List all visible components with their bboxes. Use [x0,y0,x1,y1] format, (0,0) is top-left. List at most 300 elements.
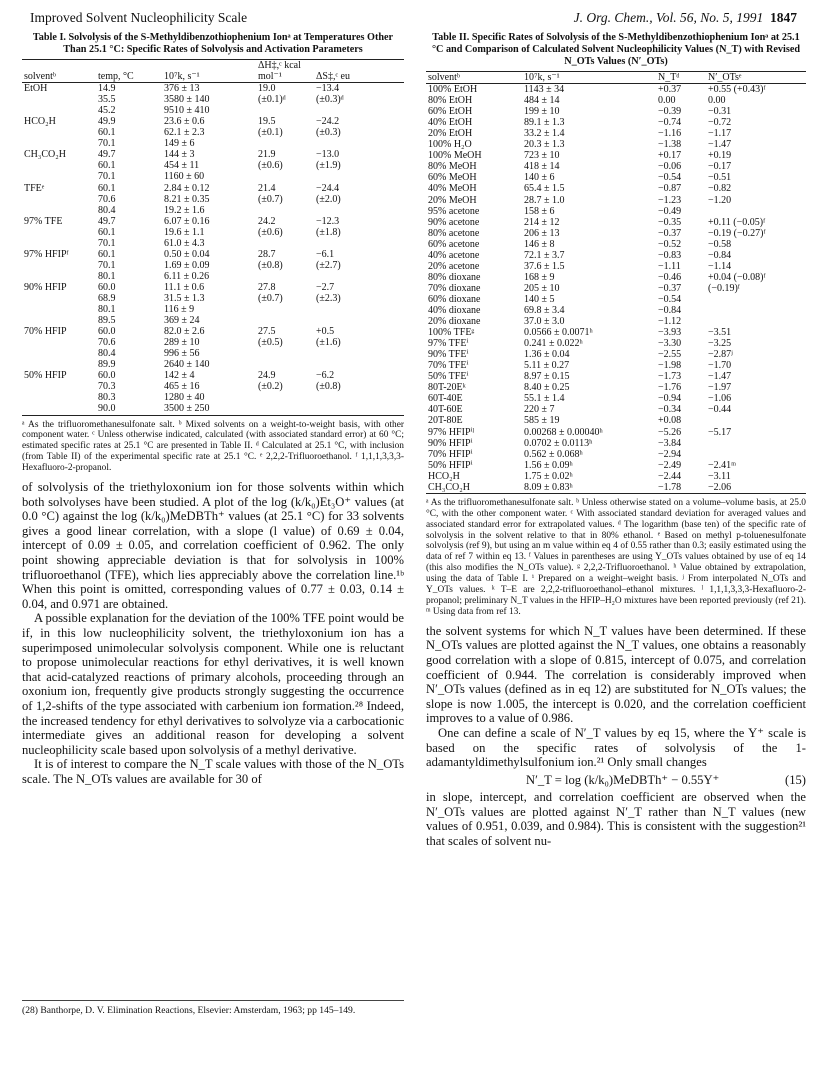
table2-cell-nt: −2.49 [658,459,682,471]
table2-cell-solvent: 90% acetone [428,216,480,228]
right-body-text [426,624,806,849]
table1-cell-ds: −24.4 [316,182,340,194]
table2-cell-nots: −1.06 [708,393,732,405]
table2-cell-nots: −1.47 [708,139,732,151]
table1-cell-ds [314,392,404,403]
table2-cell-k: 69.8 ± 3.4 [524,304,565,316]
table2-cell-solvent: 60% dioxane [428,293,481,305]
table2-cell-nt: −2.55 [658,349,682,361]
table2-cell-nt: −0.46 [658,271,682,283]
table1-cell-dh [256,271,314,282]
table1-cell-ds: −13.0 [316,149,340,161]
reference-footnote: (28) Banthorpe, D. V. Elimination Reactions, Elsevier: Amsterdam, 1963; pp 145–149. [22,1000,404,1016]
table1-cell-dh: (±0.2) [258,381,283,393]
table1-row [22,149,404,160]
table1-cell-ds: −13.4 [316,83,340,95]
table1-footnote: ᵃ As the trifluoromethanesulfonate salt. ᵇ Mixed solvents on a weight-to-weight basis, with other component water. ᶜ Unless otherwise indicated, calculated (with associated standard error) at 60 °C; estimated specific rates at 25.1 °C are presented in Table II. ᵈ Calculated at 25.1 °C, with inclusion (from Table II) of the experimental specific rate at 25.1 °C. ᵉ 2,2,2-Trifluoroethanol. ᶠ 1,1,1,3,3,3-Hexafluoro-2-propanol. [22,419,404,474]
table2-cell-nt: −0.35 [658,216,682,228]
table2-row [426,415,806,426]
table2-cell-solvent: 80% dioxane [428,271,481,283]
page-number: 1847 [770,10,797,25]
table2-cell-nt: −1.38 [658,139,682,151]
table1-cell-dh [256,348,314,359]
table2-cell-k: 220 ± 7 [524,404,555,416]
table1-cell-solvent [22,293,96,304]
table2-row [426,250,806,261]
table2-cell-solvent: 70% dioxane [428,282,481,294]
table2-cell-solvent: 40T-60E [428,404,463,416]
table1-cell-k: 369 ± 24 [164,315,200,327]
table1-cell-dh: (±0.1) [258,127,283,139]
table2-cell-k: 8.97 ± 0.15 [524,371,570,383]
table2-cell-solvent: 80% acetone [428,227,480,239]
table2-row [426,327,806,338]
table2-row [426,228,806,239]
table1-cell-ds [314,138,404,149]
table2-cell-nt: −2.44 [658,470,682,482]
table2-row [426,139,806,150]
table2-cell-solvent: 90% HFIPⁱ [428,437,473,449]
table2-cell-nots: −3.11 [708,470,731,482]
table2-cell-nt: −2.94 [658,448,682,460]
table1-row [22,171,404,182]
table2-row [426,427,806,438]
table2-cell-nt: −3.93 [658,327,682,339]
table2-cell-solvent: 100% TFEᵍ [428,327,475,339]
table1-cell-temp: 60.1 [98,248,116,260]
table1-cell-dh: (±0.5) [258,337,283,349]
table2-cell-k: 199 ± 10 [524,106,560,118]
table2-body [426,84,806,494]
table2-row [426,172,806,183]
table2-cell-nots: (−0.19)ᶠ [708,282,740,294]
table1-cell-solvent: 97% TFE [24,215,63,227]
table2-cell-nt: −1.23 [658,194,682,206]
table2-cell-nots: −5.17 [708,426,732,438]
table2-row [426,305,806,316]
table1-header-ds: ΔS‡,ᶜ eu [316,71,350,83]
table2-cell-solvent: 80% EtOH [428,95,473,107]
table2-cell-nt: +0.37 [658,84,682,96]
table2-cell-k: 37.6 ± 1.5 [524,260,565,272]
table2-cell-solvent: 50% HFIPⁱ [428,459,473,471]
table1-cell-temp: 89.9 [98,359,116,371]
table1-cell-dh: (±0.1)ᵈ [258,94,286,106]
table2-cell-solvent: 97% TFEⁱ [428,338,469,350]
table1-cell-solvent [22,392,96,403]
table2-cell-nt: −0.49 [658,205,682,217]
table1-cell-temp: 90.0 [98,403,116,415]
table2-row [426,482,806,494]
table2-cell-nots [706,294,806,305]
table2-cell-k: 65.4 ± 1.5 [524,183,565,195]
table1-cell-temp: 45.2 [98,105,116,117]
table1-cell-ds: (±0.8) [316,381,341,393]
table2-cell-k: 0.0702 ± 0.0113ʰ [524,437,593,449]
table2-cell-solvent: 80T-20Eᵏ [428,382,466,394]
table2-cell-nots: −1.70 [708,360,732,372]
table1-cell-dh [256,171,314,182]
table1-cell-dh [256,138,314,149]
table1-cell-temp: 70.1 [98,138,116,150]
table2-cell-solvent: 97% HFIPⁱˡ [428,426,475,438]
table2-cell-k: 37.0 ± 3.0 [524,316,565,328]
table2-row [426,338,806,349]
table1-cell-solvent [22,238,96,249]
equation-text: N′_T = log (k/k₀)MeDBTh⁺ − 0.55Y⁺ [526,772,720,787]
table2-cell-nt: −0.52 [658,238,682,250]
table1-cell-dh: (±0.7) [258,292,283,304]
table1-cell-temp: 49.7 [98,215,116,227]
table2-cell-nots: +0.19 [708,150,732,162]
table1-cell-solvent: 70% HFIP [24,326,67,338]
table2-cell-solvent: 60% EtOH [428,106,473,118]
table2-cell-nt: −0.87 [658,183,682,195]
table1-cell-k: 82.0 ± 2.6 [164,326,205,338]
table2-cell-nt: −1.73 [658,371,682,383]
table2-cell-k: 206 ± 13 [524,227,560,239]
table1-cell-k: 116 ± 9 [164,304,195,316]
table1-cell-solvent: 50% HFIP [24,370,67,382]
table2-row [426,106,806,117]
table2-cell-nots: −0.31 [708,106,732,118]
table2-row [426,183,806,194]
table1-cell-solvent [22,171,96,182]
table2-cell-nots [706,438,806,449]
table2-cell-solvent: 20% dioxane [428,316,481,328]
table2-cell-k: 89.1 ± 1.3 [524,117,565,129]
table1-cell-k: 8.21 ± 0.35 [164,193,210,205]
left-paragraph-2: A possible explanation for the deviation of the 100% TFE point would be if, in this low nucleophilicity solvent, the triethyloxonium ion has a superimposed unimolecular solvolysis component. While one is reluctant to propose unimolecular reactions for ethyl derivatives, it is well known that acid-catalyzed reactions of primary alcohols, proceeding through an oxonium ion, frequently give products strongly suggesting the occurrence of 1,2-shifts of the type associated with carbenium ion formation.²⁸ Indeed, the increased tendency for ethyl derivatives to solvolyze via a carbocationic intermediate gives an additional reason for developing a solvent nucleophilicity scale based upon solvolysis of a methyl derivative. [22,611,404,757]
table2-cell-solvent: 60T-40E [428,393,463,405]
table1-row [22,337,404,348]
table1-cell-k: 289 ± 10 [164,337,200,349]
table2-cell-nots: −1.14 [708,260,732,272]
table2-cell-nots: −1.17 [708,128,732,140]
table1-row [22,304,404,315]
table2-cell-k: 8.09 ± 0.83ʰ [524,481,573,493]
table1-cell-solvent [22,348,96,359]
table1-cell-solvent [22,127,96,138]
table2-row [426,150,806,161]
table1-cell-dh: 24.9 [258,370,276,382]
table1-row [22,282,404,293]
journal-ref: J. Org. Chem., Vol. 56, No. 5, 1991 [573,10,764,25]
table1-row [22,381,404,392]
table1-cell-ds: −2.7 [316,281,335,293]
table2-cell-nots: 0.00 [708,95,726,107]
table2-cell-nots: −3.51 [708,327,732,339]
table2-cell-k: 723 ± 10 [524,150,560,162]
table1-cell-solvent [22,260,96,271]
table1-row [22,271,404,282]
table2-cell-k: 158 ± 6 [524,205,555,217]
journal-citation [574,10,797,26]
table2-row [426,217,806,228]
table1-cell-dh [256,403,314,415]
table1-cell-temp: 35.5 [98,94,116,106]
table2-cell-k: 0.241 ± 0.022ʰ [524,338,583,350]
table1-cell-solvent: TFEᵉ [24,182,45,194]
table1-cell-dh [256,392,314,403]
table1-cell-temp: 70.1 [98,171,116,183]
table1-cell-ds: (±1.6) [316,337,341,349]
table1-header-dh: ΔH‡,ᶜ kcal mol⁻¹ [258,60,301,83]
table2-header-k: 10⁷k, s⁻¹ [524,72,560,83]
table1-cell-ds: (±2.3) [316,292,341,304]
table1-cell-solvent: HCO₂H [24,116,56,128]
table2-cell-solvent: 70% HFIPⁱ [428,448,473,460]
table1-cell-dh [256,205,314,216]
table2-caption: Table II. Specific Rates of Solvolysis of the S-Methyldibenzothiophenium Ionᵃ at 25.1 °C and Comparison of Calculated Solvent Nucleophilicity Values (N_T) with Revised N_OTs Values (N′_OTs) [431,32,801,67]
table1-cell-dh: 21.4 [258,182,276,194]
table1-row [22,403,404,415]
table2-header-solvent: solventᵇ [428,72,460,83]
equation-15 [426,773,806,788]
table2-cell-solvent: 60% MeOH [428,172,477,184]
table2-header-nt: N_Tᵈ [658,72,680,83]
table2-cell-k: 0.00268 ± 0.00040ʰ [524,426,603,438]
table2-cell-k: 55.1 ± 1.4 [524,393,565,405]
table1-cell-ds [314,271,404,282]
table1-cell-ds: +0.5 [316,326,335,338]
table1-row [22,105,404,116]
table1-cell-k: 1160 ± 60 [164,171,205,183]
table1-cell-dh: 19.0 [258,83,276,95]
table2-cell-k: 1.36 ± 0.04 [524,349,570,361]
right-column [426,32,806,849]
table2-header-nots: N′_OTsᵉ [708,72,742,83]
table1-cell-temp: 60.1 [98,160,116,172]
table2-cell-k: 214 ± 12 [524,216,560,228]
table1-cell-ds: (±1.8) [316,226,341,238]
table1-cell-ds: (±2.7) [316,259,341,271]
table1-cell-solvent [22,403,96,415]
table1-cell-temp: 80.1 [98,304,116,316]
table2-cell-k: 1.75 ± 0.02ʰ [524,470,573,482]
table1-cell-k: 61.0 ± 4.3 [164,237,205,249]
table1-cell-k: 9510 ± 410 [164,105,210,117]
table1-row [22,94,404,105]
right-paragraph-2: One can define a scale of N′_T values by eq 15, where the Y⁺ scale is based on the specific rates of solvolysis of the 1-adamantyldimethylsulfonium ion.²¹ Only small changes [426,725,806,770]
table1-cell-ds: −12.3 [316,215,340,227]
table2-cell-k: 140 ± 5 [524,293,555,305]
table2-cell-solvent: 90% TFEⁱ [428,349,469,361]
table2-row [426,239,806,250]
table2-cell-nt: −0.84 [658,304,682,316]
table1-cell-ds: (±2.0) [316,193,341,205]
table2-cell-k: 418 ± 14 [524,161,560,173]
table2-cell-nots [706,449,806,460]
table1 [22,59,404,416]
table2-row [426,438,806,449]
table1-cell-temp: 68.9 [98,292,116,304]
table1-cell-k: 2640 ± 140 [164,359,210,371]
table1-cell-k: 6.07 ± 0.16 [164,215,210,227]
table1-cell-k: 2.84 ± 0.12 [164,182,210,194]
table2-cell-nots [706,305,806,316]
table2-cell-k: 0.0566 ± 0.0071ʰ [524,327,593,339]
table2-cell-nt: −0.74 [658,117,682,129]
table1-cell-ds [314,304,404,315]
table1-cell-temp: 80.1 [98,270,116,282]
table1-cell-dh [256,304,314,315]
table2-cell-solvent: 100% EtOH [428,84,478,96]
table2-cell-k: 168 ± 9 [524,271,555,283]
table2-cell-solvent: 20% MeOH [428,194,477,206]
table2-row [426,393,806,404]
table1-row [22,238,404,249]
table1-row [22,370,404,381]
table2-row [426,195,806,206]
table1-cell-k: 1.69 ± 0.09 [164,259,210,271]
table1-cell-ds [314,359,404,370]
table2-row [426,261,806,272]
equation-number: (15) [785,772,806,787]
table1-cell-k: 11.1 ± 0.6 [164,281,205,293]
table2-row [426,449,806,460]
table1-cell-temp: 80.3 [98,392,116,404]
table2-cell-solvent: CH₃CO₂H [428,481,470,493]
table1-cell-solvent [22,304,96,315]
right-paragraph-1: the solvent systems for which N_T values have been determined. If these N_OTs values are plotted against the N_T values, one obtains a reasonably good correlation with a slope of 0.815, intercept of 0.075, and correlation coefficient of 0.944. The correlation is considerably improved when N′_OTs values (defined as in eq 12) are substituted for N_OTs values; the slope is now 1.005, the intercept is 0.020, and the correlation coefficient improves to a value of 0.986. [426,623,806,726]
table2-cell-k: 1143 ± 34 [524,84,565,96]
table1-row [22,183,404,194]
table2-cell-nots: +0.04 (−0.08)ᶠ [708,271,766,283]
table2-cell-nots: +0.55 (+0.43)ᶠ [708,84,766,96]
table1-cell-ds: −24.2 [316,116,340,128]
table1-cell-k: 23.6 ± 0.6 [164,116,205,128]
table1-cell-dh: 28.7 [258,248,276,260]
table1-row [22,127,404,138]
table1-cell-k: 19.2 ± 1.6 [164,204,205,216]
table1-cell-ds [314,171,404,182]
table1-cell-k: 0.50 ± 0.04 [164,248,210,260]
table2-cell-nt: −3.30 [658,338,682,350]
table2-cell-nt: −0.39 [658,106,682,118]
table2-cell-nots [706,415,806,426]
table1-cell-ds [314,348,404,359]
table1-row [22,160,404,171]
left-column [22,32,404,787]
table2-cell-nots: −0.84 [708,249,732,261]
table2-cell-solvent: HCO₂H [428,470,460,482]
table1-row [22,227,404,238]
table2-cell-k: 8.40 ± 0.25 [524,382,570,394]
table2-row [426,316,806,327]
table2-cell-nots: +0.11 (−0.05)ᶠ [708,216,766,228]
table2-cell-nt: −0.06 [658,161,682,173]
table2-cell-nt: 0.00 [658,95,676,107]
table1-row [22,315,404,326]
running-head: Improved Solvent Nucleophilicity Scale [30,10,248,25]
table1-header-solvent: solventᵇ [24,71,56,83]
table1-cell-k: 376 ± 13 [164,83,200,95]
table1-cell-k: 1280 ± 40 [164,392,205,404]
table2-cell-solvent: 20% EtOH [428,128,473,140]
table2-cell-nots: −2.06 [708,481,732,493]
table1-cell-k: 19.6 ± 1.1 [164,226,205,238]
table1-cell-temp: 70.6 [98,337,116,349]
table1-row [22,359,404,370]
table1-cell-temp: 60.1 [98,226,116,238]
table2-cell-k: 5.11 ± 0.27 [524,360,570,372]
right-paragraph-3: in slope, intercept, and correlation coefficient are observed when the N′_OTs values are plotted against N′_T rather than N_T values (new values of 0.951, 0.039, and 0.984). This is consistent with the suggestion²¹ that scales of solvent nu- [426,790,806,849]
table1-cell-dh [256,359,314,370]
table1-header-k: 10⁷k, s⁻¹ [164,71,200,83]
table2-cell-nots [706,316,806,327]
table2-cell-solvent: 50% TFEⁱ [428,371,469,383]
table2-cell-solvent: 100% H₂O [428,139,472,151]
table2-cell-nots [706,206,806,217]
table2-row [426,283,806,294]
table1-cell-solvent [22,194,96,205]
table2-cell-nots: −2.87ʲ [708,349,733,361]
table1-cell-k: 996 ± 56 [164,348,200,360]
table1-cell-k: 149 ± 6 [164,138,195,150]
table1-cell-solvent [22,138,96,149]
table2-cell-nots: −0.19 (−0.27)ᶠ [708,227,766,239]
table2-row [426,84,806,96]
table1-row [22,348,404,359]
table2-row [426,128,806,139]
table1-cell-dh: (±0.7) [258,193,283,205]
table1-cell-ds: (±0.3)ᵈ [316,94,344,106]
table1-cell-dh [256,105,314,116]
table1-cell-k: 62.1 ± 2.3 [164,127,205,139]
table1-cell-solvent: 90% HFIP [24,281,67,293]
table1-cell-dh: (±0.8) [258,259,283,271]
table1-cell-solvent: CH₃CO₂H [24,149,66,161]
table2-cell-nt: −1.11 [658,260,681,272]
table2-cell-k: 205 ± 10 [524,282,560,294]
table2-cell-nt: −0.94 [658,393,682,405]
table1-body [22,83,404,415]
table2-cell-k: 33.2 ± 1.4 [524,128,565,140]
table2-row [426,471,806,482]
table1-cell-solvent [22,315,96,326]
table2-cell-solvent: 20T-80E [428,415,463,427]
table1-cell-temp: 60.1 [98,182,116,194]
table1-cell-k: 465 ± 16 [164,381,200,393]
table2-row [426,95,806,106]
table2-row [426,382,806,393]
table1-cell-solvent [22,105,96,116]
table2-row [426,360,806,371]
table1-cell-dh: 27.8 [258,281,276,293]
table2-cell-solvent: 95% acetone [428,205,480,217]
table2-cell-k: 146 ± 8 [524,238,555,250]
table1-cell-ds: (±0.3) [316,127,341,139]
table1-cell-ds [314,105,404,116]
table2-cell-nots: −3.25 [708,338,732,350]
table2-row [426,404,806,415]
table2-cell-nots: −0.72 [708,117,732,129]
table2-cell-nt: −5.26 [658,426,682,438]
table2-cell-nots: −0.82 [708,183,732,195]
table1-cell-temp: 70.6 [98,193,116,205]
table1-row [22,83,404,95]
table1-cell-solvent [22,359,96,370]
table2-cell-solvent: 80% MeOH [428,161,477,173]
table1-cell-temp: 60.0 [98,281,116,293]
table1-row [22,326,404,337]
table1-cell-temp: 49.7 [98,149,116,161]
table1-cell-temp: 60.0 [98,326,116,338]
table2-cell-nt: −0.83 [658,249,682,261]
table1-cell-k: 454 ± 11 [164,160,200,172]
table2-cell-k: 1.56 ± 0.09ʰ [524,459,573,471]
